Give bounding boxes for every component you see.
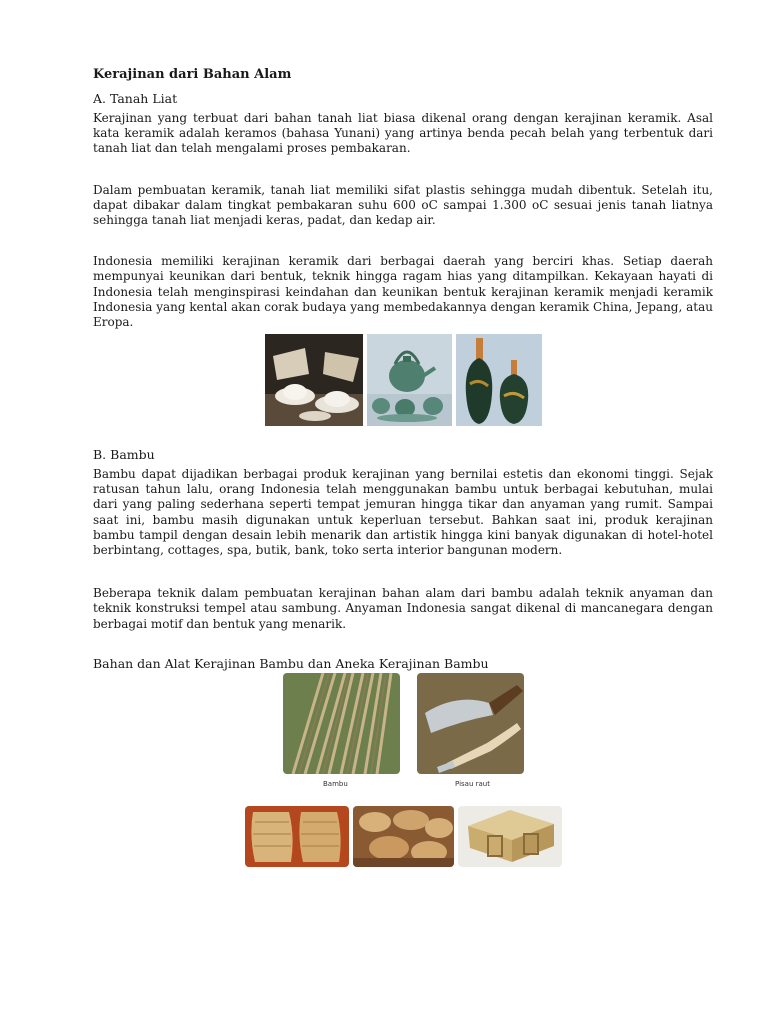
bamboo-box-photo [458, 806, 562, 867]
bamboo-baskets-photo [353, 806, 454, 867]
section-b-paragraph-2: Beberapa teknik dalam pembuatan kerajinan bahan alam dari bambu adalah teknik anyaman dan teknik konstruksi tempel atau sambung. Anyaman Indonesia sangat dikenal di mancanegara dengan berbagai motif dan bentuk yang menarik. [93, 586, 713, 631]
bamboo-sandals-photo [245, 806, 349, 867]
section-b-paragraph-1: Bambu dapat dijadikan berbagai produk kerajinan yang bernilai estetis dan ekonomi tinggi. Sejak ratusan tahun lalu, orang Indonesia telah menggunakan bambu untuk berbagai kebutuhan, mulai dari yang paling sederhana seperti tempat jemuran hingga tikar dan anyaman yang rumit. Sampai saat ini, bambu masih digunakan untuk keperluan tersebut. Bahkan saat ini, produk kerajinan bambu tampil dengan desain lebih menarik dan artistik hingga kini banyak digunakan di hotel-hotel berbintang, cottages, spa, butik, bank, toko serta interior bangunan modern. [93, 467, 713, 558]
section-a-paragraph-3: Indonesia memiliki kerajinan keramik dari berbagai daerah yang berciri khas. Setiap daerah mempunyai keunikan dari bentuk, teknik hingga ragam hias yang ditampilkan. Kekayaan hayati di Indonesia telah menginspirasi keindahan dan keunikan bentuk kerajinan keramik menjadi keramik Indonesia yang kental akan corak budaya yang membedakannya dengan keramik China, Jepang, atau Eropa. [93, 254, 713, 330]
section-a-paragraph-1: Kerajinan yang terbuat dari bahan tanah liat biasa dikenal orang dengan kerajinan keramik. Asal kata keramik adalah keramos (bahasa Yunani) yang artinya benda pecah belah yang terbentuk dari tanah liat dan telah mengalami proses pembakaran. [93, 111, 713, 156]
bamboo-crafts-photo-row [245, 806, 562, 867]
bamboo-stalks-photo [283, 673, 400, 774]
section-b-body [93, 446, 713, 671]
section-a-paragraph-2: Dalam pembuatan keramik, tanah liat memiliki sifat plastis sehingga mudah dibentuk. Setelah itu, dapat dibakar dalam tingkat pembakaran suhu 600 oC sampai 1.300 oC sesuai jenis tanah liatnya sehingga tanah liat menjadi keras, padat, dan kedap air. [93, 182, 713, 228]
caption-bambu: Bambu [323, 780, 348, 788]
section-b-heading: B. Bambu [93, 447, 155, 462]
section-a-heading: A. Tanah Liat [93, 91, 178, 106]
green-teapot-photo [367, 334, 452, 426]
section-b-paragraph-3: Bahan dan Alat Kerajinan Bambu dan Aneka Kerajinan Bambu [93, 655, 489, 671]
document-body [93, 66, 713, 330]
ceramic-bowls-photo [265, 334, 363, 426]
ceramics-photo-row [265, 334, 542, 426]
ceramic-vases-photo [456, 334, 542, 426]
document-title: Kerajinan dari Bahan Alam [93, 67, 292, 82]
caption-pisau-raut: Pisau raut [455, 780, 490, 788]
carving-knife-photo [417, 673, 524, 774]
